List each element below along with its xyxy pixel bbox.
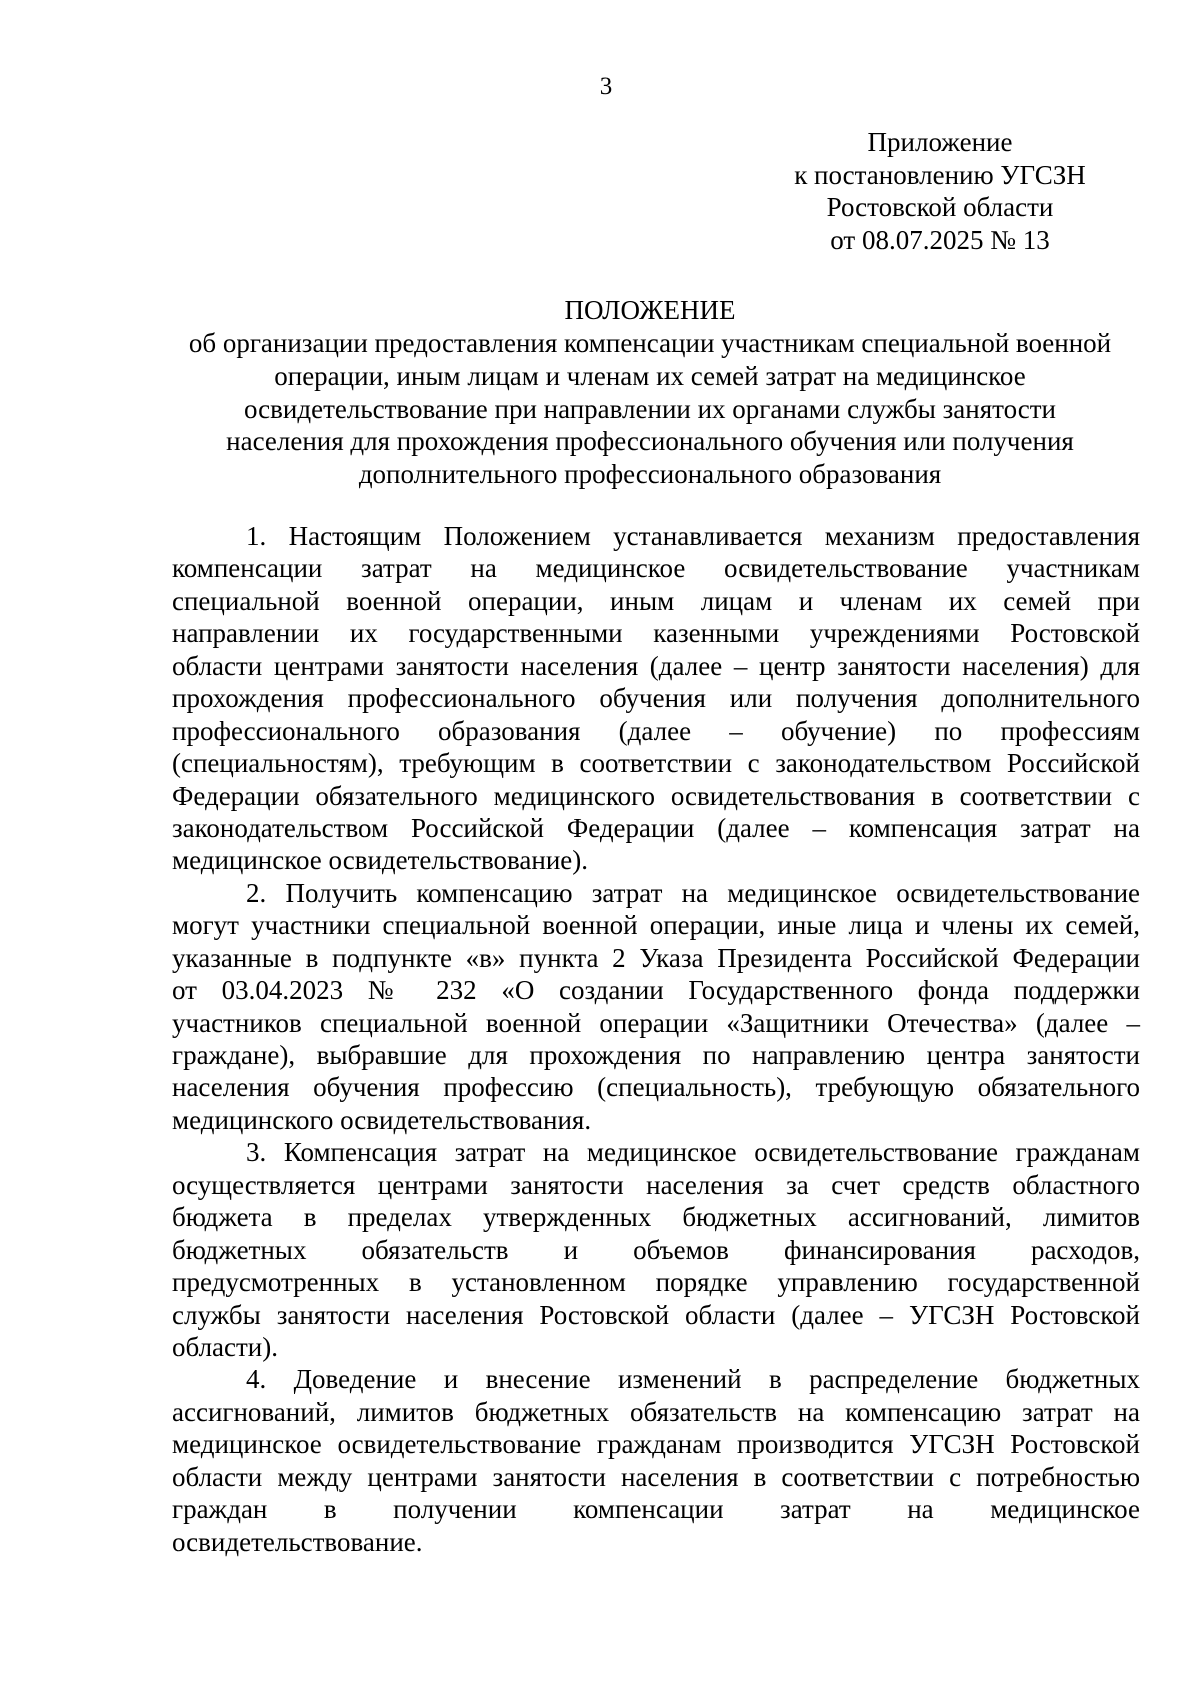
paragraph-line: указанные в подпункте «в» пункта 2 Указа Президента Российской Федерации [172,942,1140,973]
paragraph-line: 3. Компенсация затрат на медицинское освидетельствование гражданам [246,1137,1140,1168]
paragraph-line: законодательством Российской Федерации (далее – компенсация затрат на [172,812,1140,843]
paragraph-line: могут участники специальной военной операции, иные лица и члены их семей, [172,910,1140,941]
appendix-line: Приложение [867,127,1013,157]
subtitle-line: дополнительного профессионального образования [358,459,942,490]
subtitle-line: освидетельствование при направлении их органами службы занятости [244,393,1056,424]
appendix-block [790,126,1090,256]
paragraph-line: 2. Получить компенсацию затрат на медицинское освидетельствование [246,877,1140,908]
paragraph-line: медицинское освидетельствование гражданам производится УГСЗН Ростовской [172,1429,1140,1460]
paragraph-line: 1. Настоящим Положением устанавливается механизм предоставления [246,521,1140,551]
document-body [172,520,1140,1558]
paragraph-line: бюджетных обязательств и объемов финансирования расходов, [172,1234,1140,1265]
paragraph-line: Федерации обязательного медицинского освидетельствования в соответствии с [172,780,1140,811]
paragraph-3 [172,1136,1140,1363]
paragraph-line: освидетельствование. [172,1526,423,1557]
document-title: ПОЛОЖЕНИЕ [564,295,736,325]
paragraph-line: области). [172,1331,278,1362]
subtitle-line: населения для прохождения профессионального обучения или получения [226,426,1074,457]
paragraph-line: направлении их государственными казенными учреждениями Ростовской [172,618,1140,649]
appendix-line: к постановлению УГСЗН [794,159,1086,190]
paragraph-line: граждан в получении компенсации затрат на медицинское [172,1494,1140,1525]
paragraph-line: граждане), выбравшие для прохождения по направлению центра занятости [172,1040,1140,1070]
paragraph-line: бюджета в пределах утвержденных бюджетных ассигнований, лимитов [172,1202,1140,1233]
paragraph-line: профессионального образования (далее – обучение) по профессиям [172,715,1140,746]
paragraph-line: специальной военной операции, иным лицам и членам их семей при [172,585,1140,616]
appendix-line: от 08.07.2025 № 13 [830,224,1050,255]
paragraph-1 [172,520,1140,877]
paragraph-2 [172,877,1140,1137]
document-subtitle [160,327,1140,491]
paragraph-line: от 03.04.2023 № 232 «О создании Государственного фонда поддержки [172,975,1140,1006]
paragraph-line: области центрами занятости населения (далее – центр занятости населения) для [172,650,1140,681]
paragraph-line: (специальностям), требующим в соответствии с законодательством Российской [172,748,1140,779]
paragraph-line: компенсации затрат на медицинское освидетельствование участникам [172,553,1140,584]
paragraph-line: 4. Доведение и внесение изменений в распределение бюджетных [246,1364,1140,1395]
paragraph-line: участников специальной военной операции «Защитники Отечества» (далее – [172,1007,1140,1038]
paragraph-line: медицинского освидетельствования. [172,1104,592,1135]
page-number: 3 [599,73,613,100]
paragraph-line: предусмотренных в установленном порядке управлению государственной [172,1267,1140,1298]
paragraph-line: ассигнований, лимитов бюджетных обязательств на компенсацию затрат на [172,1396,1140,1427]
paragraph-line: населения обучения профессию (специальность), требующую обязательного [172,1072,1140,1103]
paragraph-line: области между центрами занятости населения в соответствии с потребностью [172,1461,1140,1492]
paragraph-line: медицинское освидетельствование). [172,845,589,876]
appendix-line: Ростовской области [826,192,1054,222]
paragraph-4 [172,1363,1140,1558]
paragraph-line: прохождения профессионального обучения или получения дополнительного [172,683,1140,714]
paragraph-line: службы занятости населения Ростовской области (далее – УГСЗН Ростовской [172,1299,1140,1330]
subtitle-line: операции, иным лицам и членам их семей затрат на медицинское [274,360,1026,391]
subtitle-line: об организации предоставления компенсации участникам специальной военной [188,328,1112,358]
paragraph-line: осуществляется центрами занятости населения за счет средств областного [172,1169,1140,1200]
